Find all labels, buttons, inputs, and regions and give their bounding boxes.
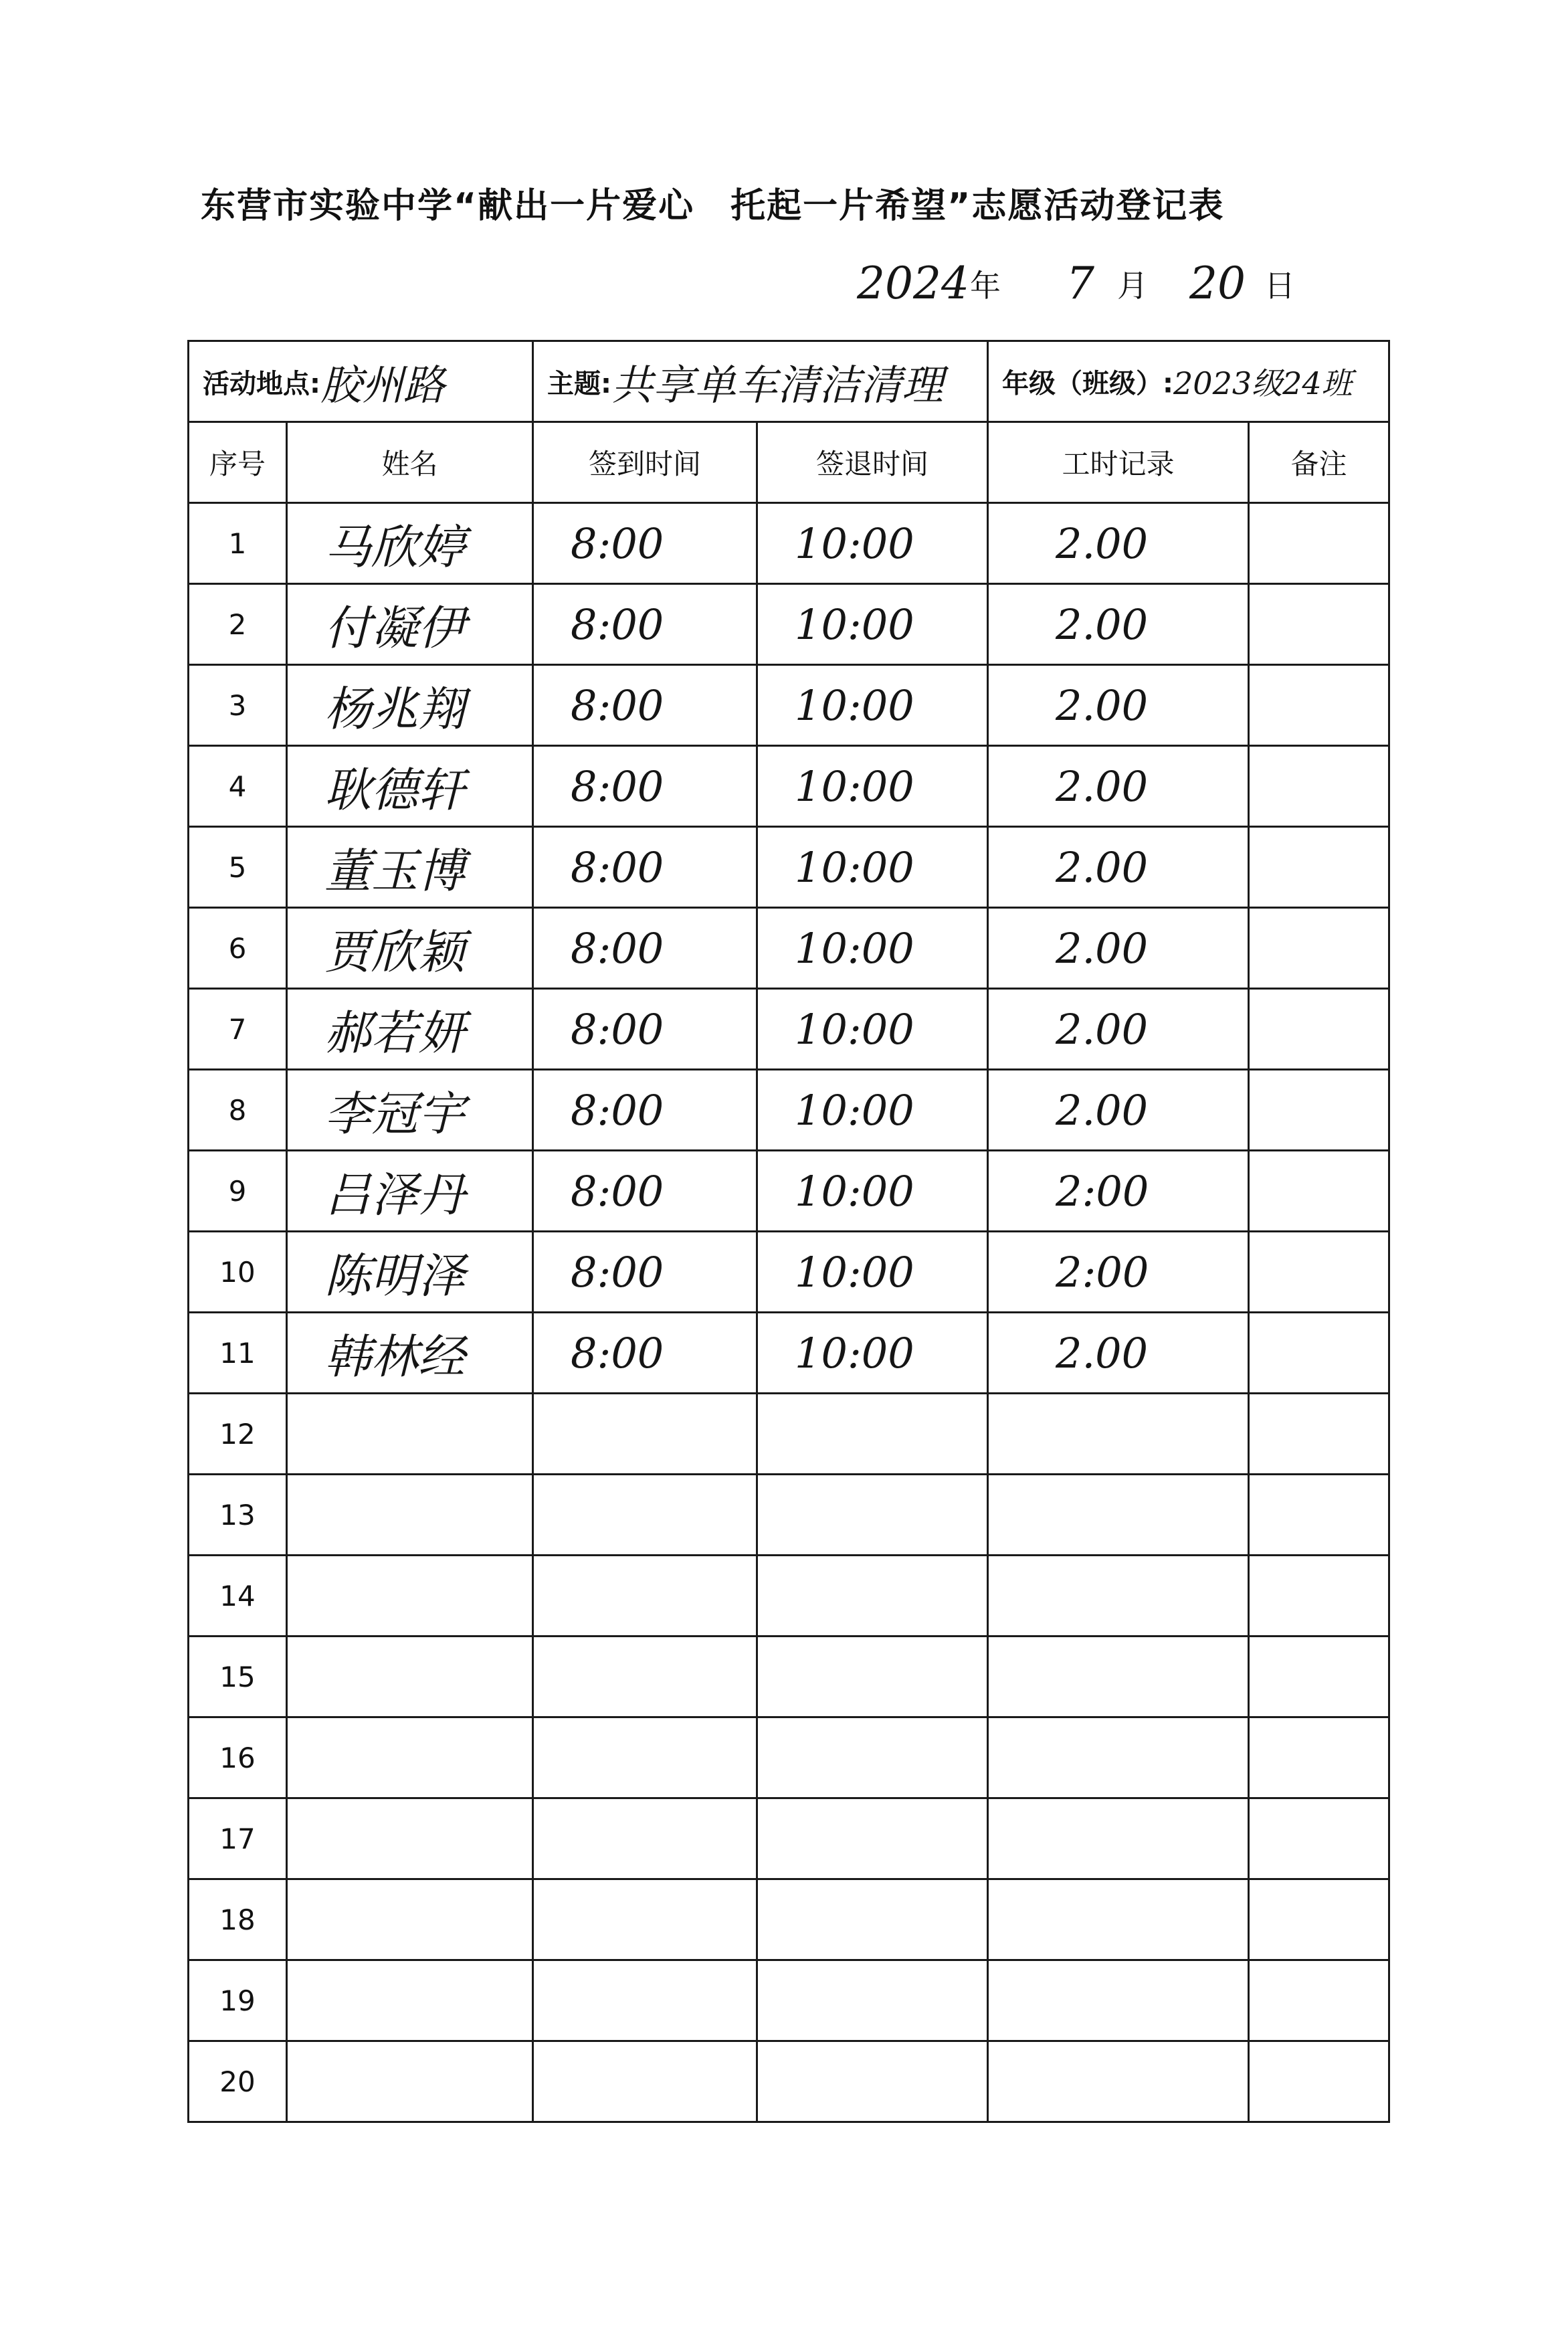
row-name	[287, 1475, 533, 1556]
table-row	[189, 827, 1389, 908]
table-row	[189, 1798, 1389, 1879]
row-hours: 2.00	[988, 665, 1249, 746]
form-date	[856, 258, 1304, 318]
row-index: 10	[189, 1232, 287, 1313]
row-remarks	[1249, 1394, 1389, 1475]
row-sign-out	[757, 1394, 988, 1475]
row-index: 12	[189, 1394, 287, 1475]
row-sign-in	[533, 1798, 757, 1879]
row-index: 7	[189, 989, 287, 1070]
row-name: 马欣婷	[287, 503, 533, 584]
row-sign-in: 8:00	[533, 1232, 757, 1313]
row-sign-out	[757, 1717, 988, 1798]
row-hours: 2.00	[988, 746, 1249, 827]
row-sign-in	[533, 1637, 757, 1717]
table-row	[189, 1070, 1389, 1151]
row-hours	[988, 1717, 1249, 1798]
table-row	[189, 1556, 1389, 1637]
row-hours	[988, 2041, 1249, 2122]
row-sign-out: 10:00	[757, 989, 988, 1070]
row-sign-in: 8:00	[533, 503, 757, 584]
row-index: 6	[189, 908, 287, 989]
row-name	[287, 1717, 533, 1798]
table-row	[189, 989, 1389, 1070]
grade-cell	[988, 341, 1389, 422]
table-row	[189, 1879, 1389, 1960]
row-name	[287, 2041, 533, 2122]
row-sign-in	[533, 1475, 757, 1556]
column-header-index: 序号	[189, 422, 287, 503]
row-sign-out: 10:00	[757, 1151, 988, 1232]
row-sign-in: 8:00	[533, 908, 757, 989]
row-remarks	[1249, 1879, 1389, 1960]
row-sign-out: 10:00	[757, 908, 988, 989]
row-remarks	[1249, 1637, 1389, 1717]
row-index: 9	[189, 1151, 287, 1232]
row-name: 韩林经	[287, 1313, 533, 1394]
row-hours	[988, 1556, 1249, 1637]
row-sign-out: 10:00	[757, 503, 988, 584]
column-header-remarks: 备注	[1249, 422, 1389, 503]
location-label: 活动地点:	[203, 368, 320, 399]
grade-label: 年级（班级）:	[1002, 368, 1174, 399]
row-sign-out	[757, 2041, 988, 2122]
row-remarks	[1249, 665, 1389, 746]
row-hours	[988, 1475, 1249, 1556]
row-sign-out	[757, 1556, 988, 1637]
theme-cell	[533, 341, 988, 422]
row-sign-in: 8:00	[533, 989, 757, 1070]
table-row	[189, 1313, 1389, 1394]
row-hours: 2.00	[988, 827, 1249, 908]
row-name: 郝若妍	[287, 989, 533, 1070]
table-row	[189, 1475, 1389, 1556]
row-remarks	[1249, 908, 1389, 989]
row-sign-out	[757, 1960, 988, 2041]
row-sign-out: 10:00	[757, 584, 988, 665]
row-index: 11	[189, 1313, 287, 1394]
row-sign-out	[757, 1637, 988, 1717]
row-sign-out: 10:00	[757, 1070, 988, 1151]
table-row	[189, 746, 1389, 827]
row-index: 20	[189, 2041, 287, 2122]
row-remarks	[1249, 827, 1389, 908]
row-remarks	[1249, 1475, 1389, 1556]
row-sign-in	[533, 1556, 757, 1637]
table-row	[189, 584, 1389, 665]
row-remarks	[1249, 989, 1389, 1070]
row-remarks	[1249, 1070, 1389, 1151]
row-name: 董玉博	[287, 827, 533, 908]
row-hours	[988, 1960, 1249, 2041]
row-index: 8	[189, 1070, 287, 1151]
row-name	[287, 1637, 533, 1717]
row-sign-out	[757, 1475, 988, 1556]
row-name: 吕泽丹	[287, 1151, 533, 1232]
location-value: 胶州路	[320, 360, 446, 409]
grade-value: 2023级24班	[1173, 365, 1353, 401]
row-sign-in: 8:00	[533, 584, 757, 665]
row-sign-out: 10:00	[757, 1232, 988, 1313]
row-hours: 2.00	[988, 908, 1249, 989]
row-sign-out: 10:00	[757, 827, 988, 908]
row-index: 2	[189, 584, 287, 665]
row-sign-in: 8:00	[533, 665, 757, 746]
table-row	[189, 2041, 1389, 2122]
theme-label: 主题:	[547, 368, 612, 399]
row-index: 18	[189, 1879, 287, 1960]
row-index: 4	[189, 746, 287, 827]
row-hours	[988, 1879, 1249, 1960]
row-sign-out: 10:00	[757, 665, 988, 746]
date-year-label: 年	[970, 267, 1001, 304]
row-hours: 2:00	[988, 1232, 1249, 1313]
row-name	[287, 1556, 533, 1637]
table-row	[189, 1394, 1389, 1475]
row-sign-in	[533, 1960, 757, 2041]
row-sign-in	[533, 1717, 757, 1798]
row-sign-in: 8:00	[533, 1151, 757, 1232]
row-index: 5	[189, 827, 287, 908]
row-sign-out: 10:00	[757, 746, 988, 827]
row-hours: 2:00	[988, 1151, 1249, 1232]
row-remarks	[1249, 1556, 1389, 1637]
row-index: 17	[189, 1798, 287, 1879]
row-name: 贾欣颖	[287, 908, 533, 989]
row-name: 陈明泽	[287, 1232, 533, 1313]
column-header-row	[189, 422, 1389, 503]
date-day: 20	[1189, 258, 1246, 309]
row-sign-in	[533, 1879, 757, 1960]
theme-value: 共享单车清洁清理	[611, 360, 944, 409]
table-row	[189, 1637, 1389, 1717]
row-remarks	[1249, 746, 1389, 827]
row-hours	[988, 1637, 1249, 1717]
row-remarks	[1249, 584, 1389, 665]
date-year: 2024	[857, 258, 969, 309]
row-remarks	[1249, 2041, 1389, 2122]
row-name	[287, 1879, 533, 1960]
row-name	[287, 1798, 533, 1879]
row-index: 1	[189, 503, 287, 584]
date-month-label: 月	[1117, 267, 1148, 304]
row-name: 耿德轩	[287, 746, 533, 827]
row-remarks	[1249, 1798, 1389, 1879]
row-name: 李冠宇	[287, 1070, 533, 1151]
row-name: 杨兆翔	[287, 665, 533, 746]
row-index: 13	[189, 1475, 287, 1556]
column-header-hours: 工时记录	[988, 422, 1249, 503]
row-remarks	[1249, 503, 1389, 584]
row-sign-in: 8:00	[533, 1313, 757, 1394]
row-sign-in: 8:00	[533, 746, 757, 827]
row-hours: 2.00	[988, 1313, 1249, 1394]
row-name: 付凝伊	[287, 584, 533, 665]
form-title: 东营市实验中学“献出一片爱心 托起一片希望”志愿活动登记表	[201, 186, 1225, 226]
row-index: 14	[189, 1556, 287, 1637]
row-sign-in: 8:00	[533, 827, 757, 908]
column-header-sign-out: 签退时间	[757, 422, 988, 503]
row-index: 3	[189, 665, 287, 746]
row-remarks	[1249, 1960, 1389, 2041]
row-name	[287, 1960, 533, 2041]
table-row	[189, 1151, 1389, 1232]
row-hours: 2.00	[988, 1070, 1249, 1151]
row-index: 15	[189, 1637, 287, 1717]
row-remarks	[1249, 1717, 1389, 1798]
row-hours	[988, 1394, 1249, 1475]
row-hours: 2.00	[988, 503, 1249, 584]
column-header-name: 姓名	[287, 422, 533, 503]
row-sign-out	[757, 1879, 988, 1960]
table-row	[189, 1232, 1389, 1313]
row-hours	[988, 1798, 1249, 1879]
row-remarks	[1249, 1232, 1389, 1313]
row-hours: 2.00	[988, 989, 1249, 1070]
row-index: 16	[189, 1717, 287, 1798]
row-hours: 2.00	[988, 584, 1249, 665]
location-cell	[189, 341, 533, 422]
row-name	[287, 1394, 533, 1475]
date-day-label: 日	[1264, 267, 1295, 304]
row-sign-out	[757, 1798, 988, 1879]
table-row	[189, 665, 1389, 746]
row-remarks	[1249, 1151, 1389, 1232]
table-row	[189, 503, 1389, 584]
table-row	[189, 1960, 1389, 2041]
row-sign-in: 8:00	[533, 1070, 757, 1151]
registration-table	[187, 340, 1390, 2123]
row-remarks	[1249, 1313, 1389, 1394]
row-sign-out: 10:00	[757, 1313, 988, 1394]
row-sign-in	[533, 1394, 757, 1475]
row-index: 19	[189, 1960, 287, 2041]
column-header-sign-in: 签到时间	[533, 422, 757, 503]
table-row	[189, 1717, 1389, 1798]
date-month: 7	[1066, 258, 1094, 309]
info-row	[189, 341, 1389, 422]
row-sign-in	[533, 2041, 757, 2122]
table-row	[189, 908, 1389, 989]
